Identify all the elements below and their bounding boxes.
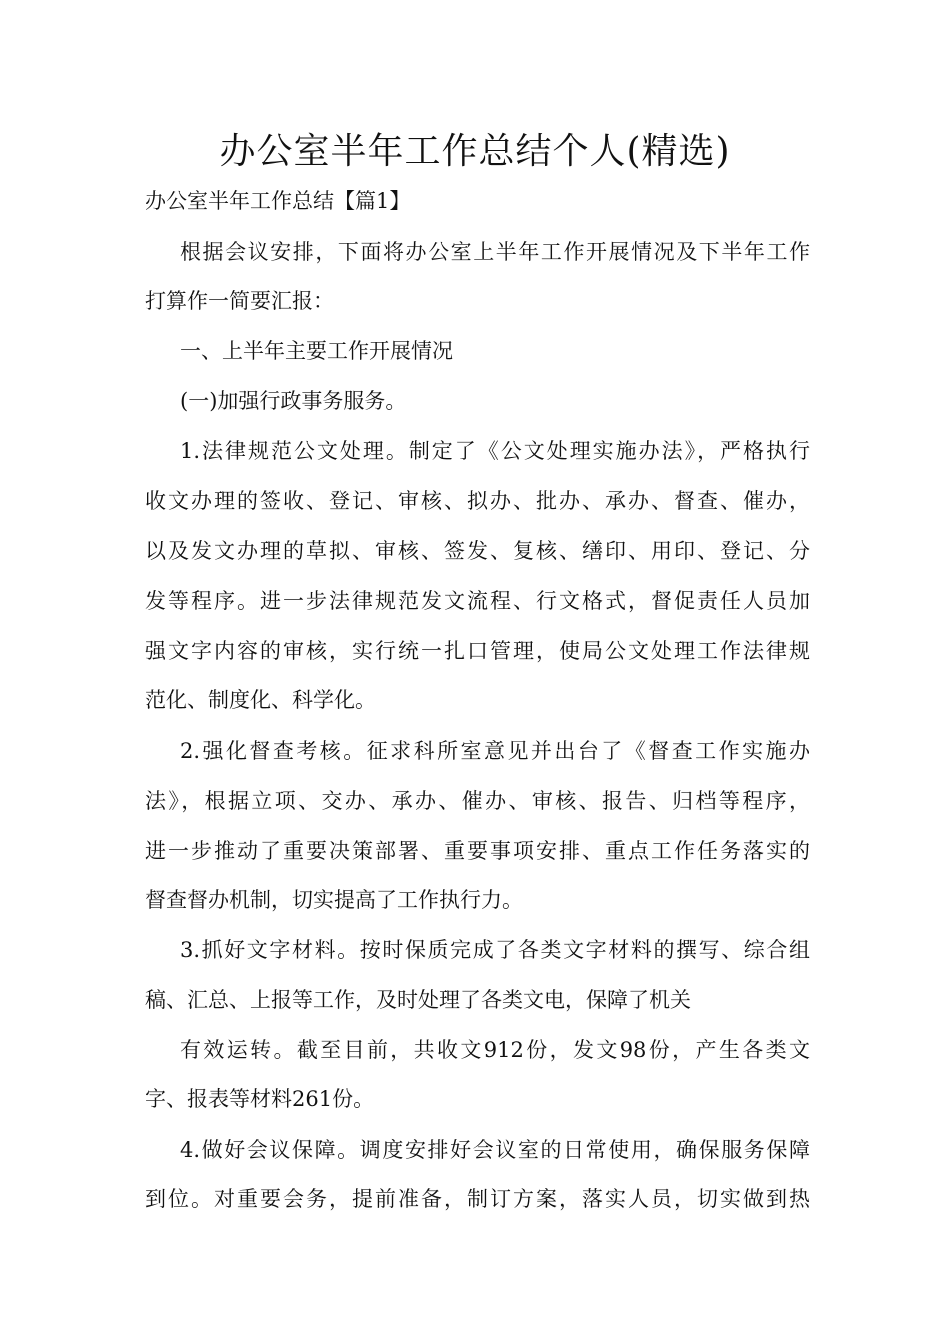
document-title: 办公室半年工作总结个人(精选) bbox=[219, 131, 731, 172]
paragraph-line: 范化、制度化、科学化。 bbox=[145, 688, 376, 712]
paragraph-line: 根据会议安排，下面将办公室上半年工作开展情况及下半年工作 bbox=[180, 240, 810, 264]
paragraph-line: 4.做好会议保障。调度安排好会议室的日常使用，确保服务保障 bbox=[180, 1138, 810, 1162]
paragraph-line: 强文字内容的审核，实行统一扎口管理，使局公文处理工作法律规 bbox=[145, 639, 810, 663]
paragraph-line: 收文办理的签收、登记、审核、拟办、批办、承办、督查、催办， bbox=[145, 489, 810, 513]
paragraph-line: 有效运转。截至目前，共收文912份，发文98份，产生各类文 bbox=[180, 1038, 810, 1062]
paragraph-line: 进一步推动了重要决策部署、重要事项安排、重点工作任务落实的 bbox=[145, 839, 810, 863]
paragraph-line: 法》，根据立项、交办、承办、催办、审核、报告、归档等程序， bbox=[145, 789, 810, 813]
paragraph-line: 2.强化督查考核。征求科所室意见并出台了《督查工作实施办 bbox=[180, 739, 810, 763]
paragraph-line: 3.抓好文字材料。按时保质完成了各类文字材料的撰写、综合组 bbox=[180, 938, 810, 962]
subsection-heading: (一)加强行政事务服务。 bbox=[180, 389, 407, 413]
paragraph-line: 1.法律规范公文处理。制定了《公文处理实施办法》，严格执行 bbox=[180, 439, 810, 463]
paragraph-line: 字、报表等材料261份。 bbox=[145, 1087, 375, 1111]
paragraph-line: 稿、汇总、上报等工作，及时处理了各类文电，保障了机关 bbox=[145, 988, 691, 1012]
paragraph-line: 打算作一简要汇报： bbox=[145, 289, 334, 313]
section-heading-1: 一、上半年主要工作开展情况 bbox=[180, 339, 453, 363]
paragraph-line: 到位。对重要会务，提前准备，制订方案，落实人员，切实做到热 bbox=[145, 1187, 810, 1211]
paragraph-line: 督查督办机制，切实提高了工作执行力。 bbox=[145, 888, 523, 912]
paragraph-line: 以及发文办理的草拟、审核、签发、复核、缮印、用印、登记、分 bbox=[145, 539, 810, 563]
section-heading: 办公室半年工作总结【篇1】 bbox=[145, 189, 411, 213]
paragraph-line: 发等程序。进一步法律规范发文流程、行文格式，督促责任人员加 bbox=[145, 589, 810, 613]
